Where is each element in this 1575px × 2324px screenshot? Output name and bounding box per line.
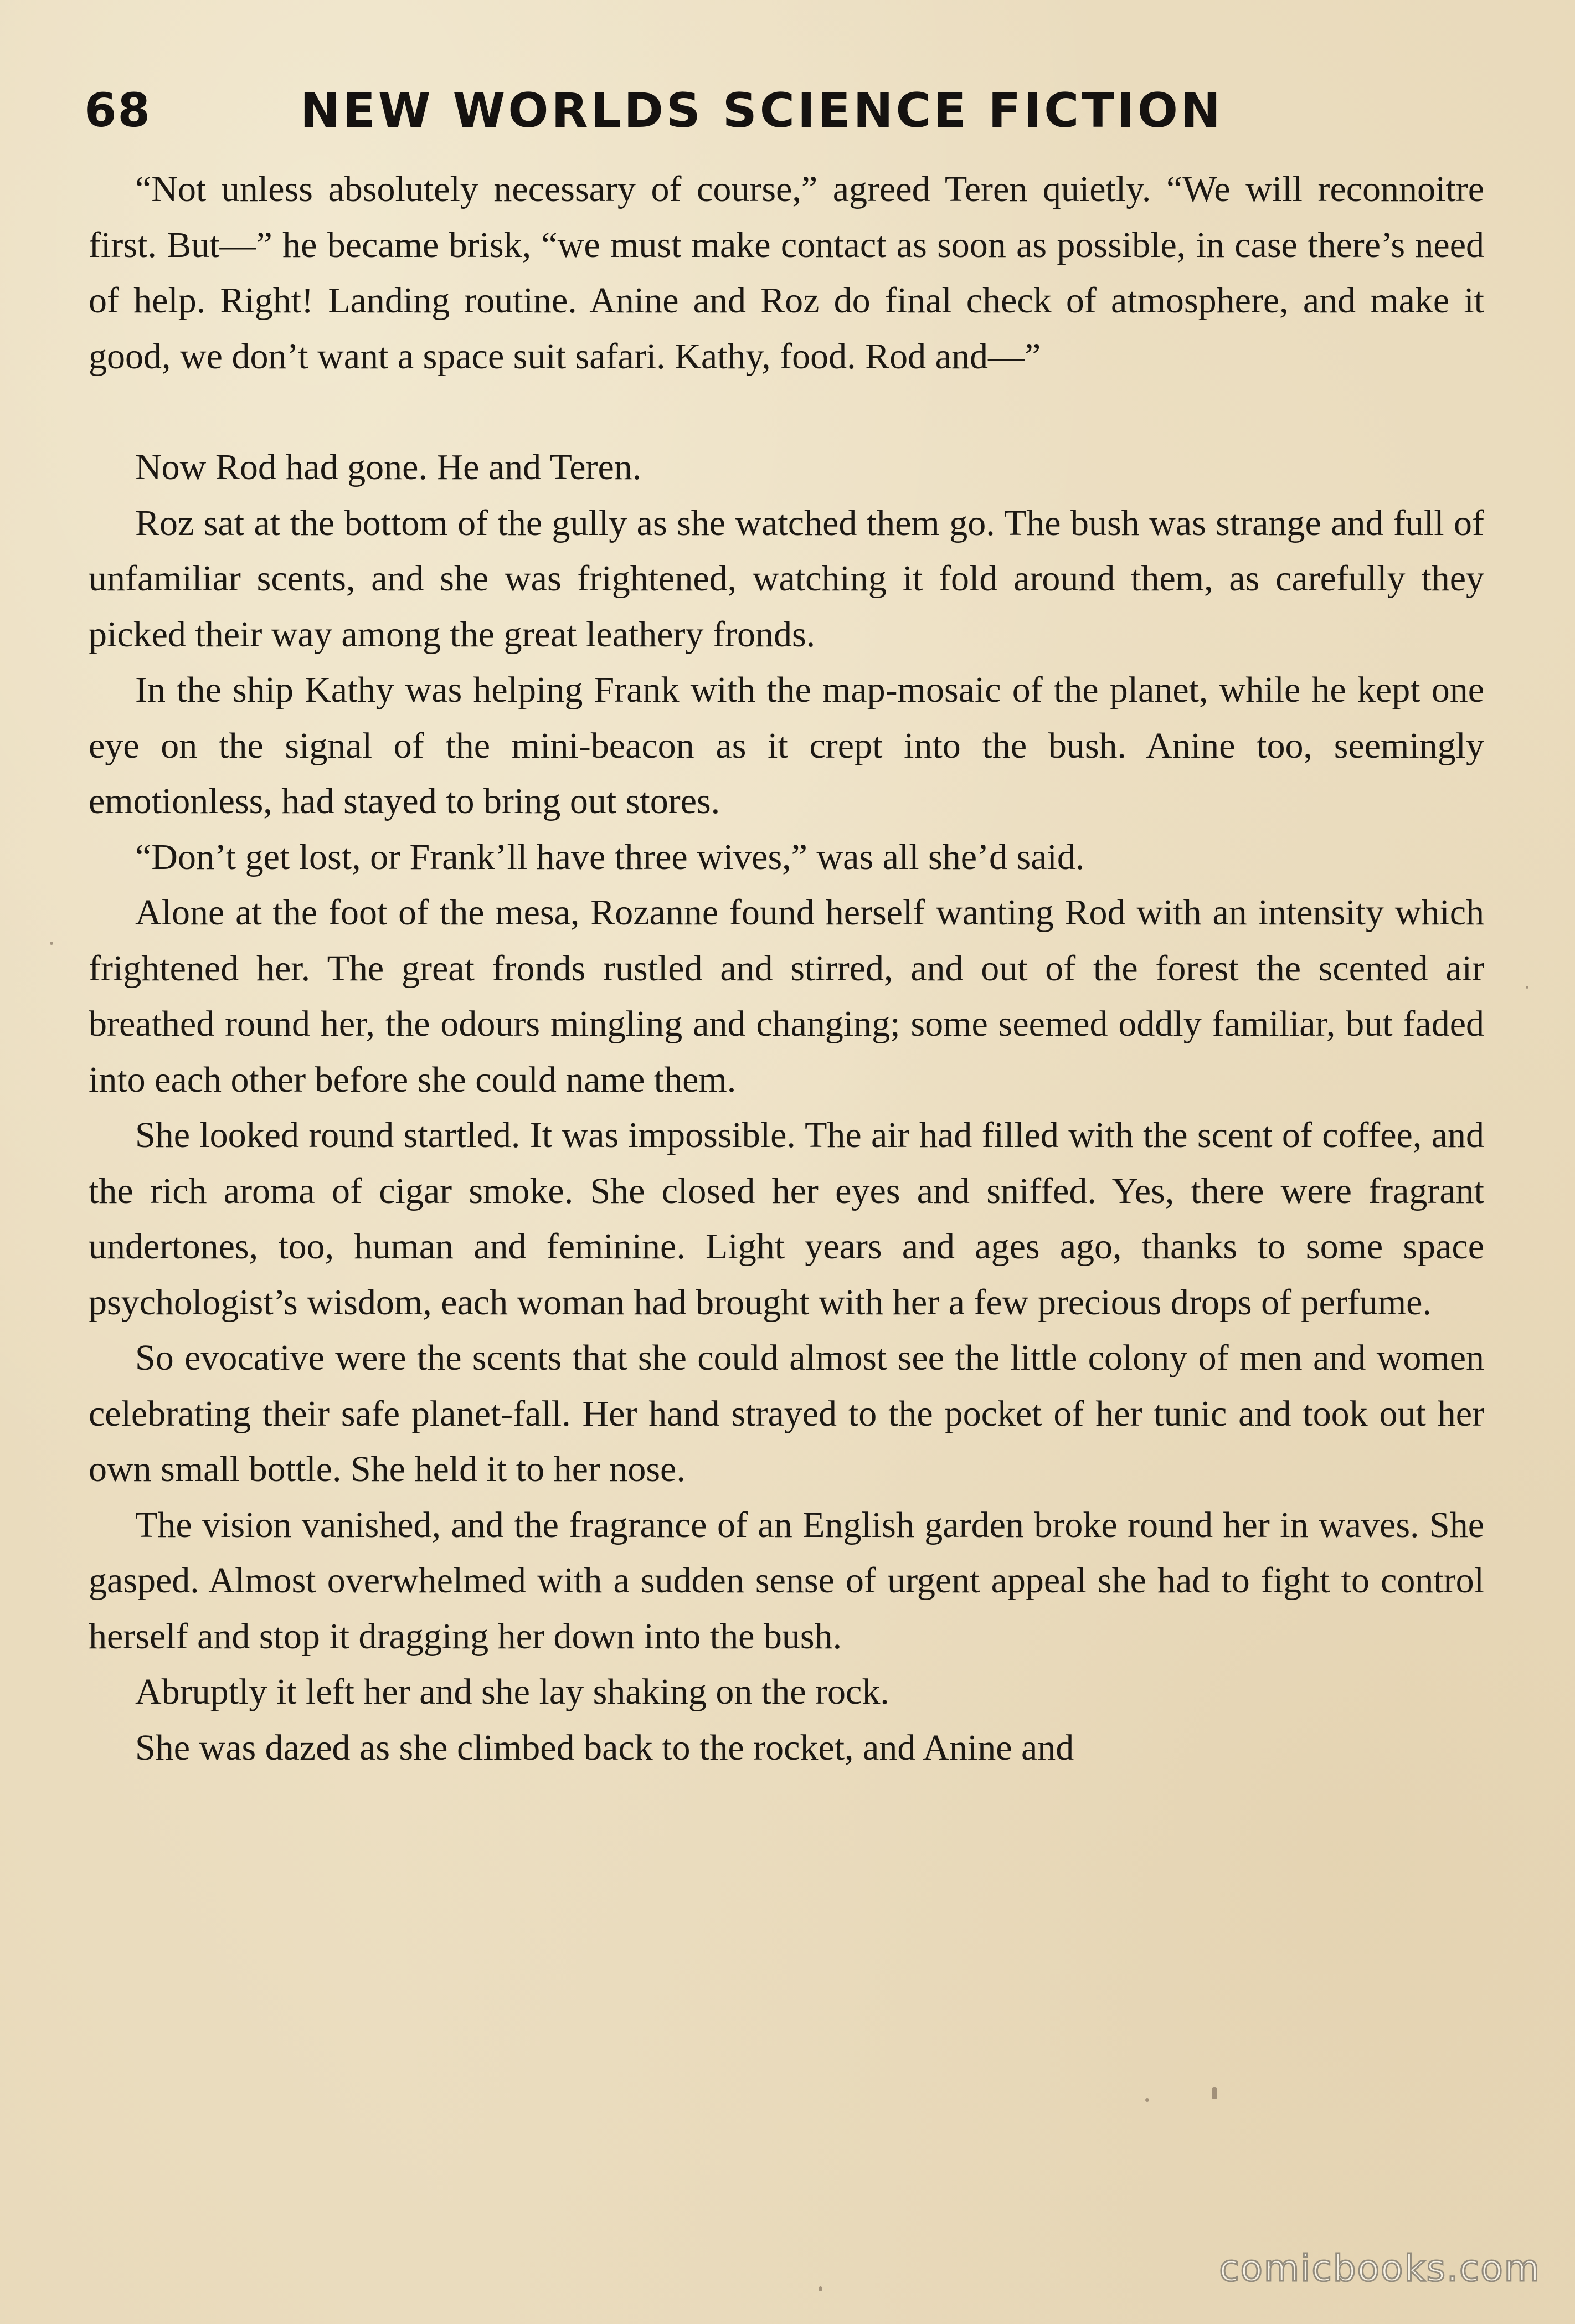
paragraph: She was dazed as she climbed back to the rocket, and Anine and — [135, 1727, 1074, 1768]
paragraph: “Don’t get lost, or Frank’ll have three wives,” was all she’d said. — [135, 836, 1085, 877]
paper-speck — [50, 942, 53, 945]
page-number: 68 — [84, 83, 151, 137]
paragraph: Roz sat at the bottom of the gully as she watched them go. The bush was strange and full of unfamiliar scents, and she was frightened, watching it fold around them, as carefully they picked their way among the great leathery fronds. — [89, 502, 1484, 655]
paper-speck — [1212, 2087, 1217, 2099]
paragraph: Abruptly it left her and she lay shaking on the rock. — [135, 1672, 889, 1712]
paragraph: The vision vanished, and the fragrance of an English garden broke round her in waves. She gasped. Almost overwhelmed with a sudden sense of urgent appeal she had to fight to control herself and stop it dragging her down into the bush. — [89, 1504, 1484, 1657]
paragraph: Alone at the foot of the mesa, Rozanne found herself wanting Rod with an intensity which frightened her. The great fronds rustled and stirred, and out of the forest the scented air breathed round her, the odours mingling and changing; some seemed oddly familiar, but faded into each other before she could name them. — [89, 892, 1484, 1100]
paper-speck — [1145, 2098, 1149, 2102]
paper-speck — [819, 2286, 822, 2291]
watermark-logo: comicbooks.com — [1219, 2247, 1541, 2290]
paragraph: So evocative were the scents that she could almost see the little colony of men and women celebrating their safe planet-fall. Her hand strayed to the pocket of her tunic and took out her own small bottle. She held it to her nose. — [89, 1338, 1484, 1489]
paragraph: “Not unless absolutely necessary of course,” agreed Teren quietly. “We will reconnoitre first. But—” he became brisk, “we must make contact as soon as possible, in case there’s need of help. Right! Landing routine. Anine and Roz do final check of atmosphere, and make it good, we don’t want a space suit safari. Kathy, food. Rod and—” — [89, 169, 1484, 377]
paragraph: Now Rod had gone. He and Teren. — [135, 447, 642, 487]
paper-speck — [1526, 986, 1528, 989]
paragraph: She looked round startled. It was impossible. The air had filled with the scent of coffee, and the rich aroma of cigar smoke. She closed her eyes and sniffed. Yes, there were fragrant undertones, too, human and feminine. Light years and ages ago, thanks to some space psychologist’s wisdom, each woman had brought with her a few precious drops of perfume. — [89, 1115, 1484, 1323]
page-header — [84, 83, 1502, 161]
running-head: NEW WORLDS SCIENCE FICTION — [300, 83, 1223, 138]
story-text — [89, 162, 1484, 1776]
paragraph: In the ship Kathy was helping Frank with the map-mosaic of the planet, while he kept one eye on the signal of the mini-beacon as it crept into the bush. Anine too, seemingly emotionless, had stayed to bring out stores. — [89, 670, 1484, 821]
